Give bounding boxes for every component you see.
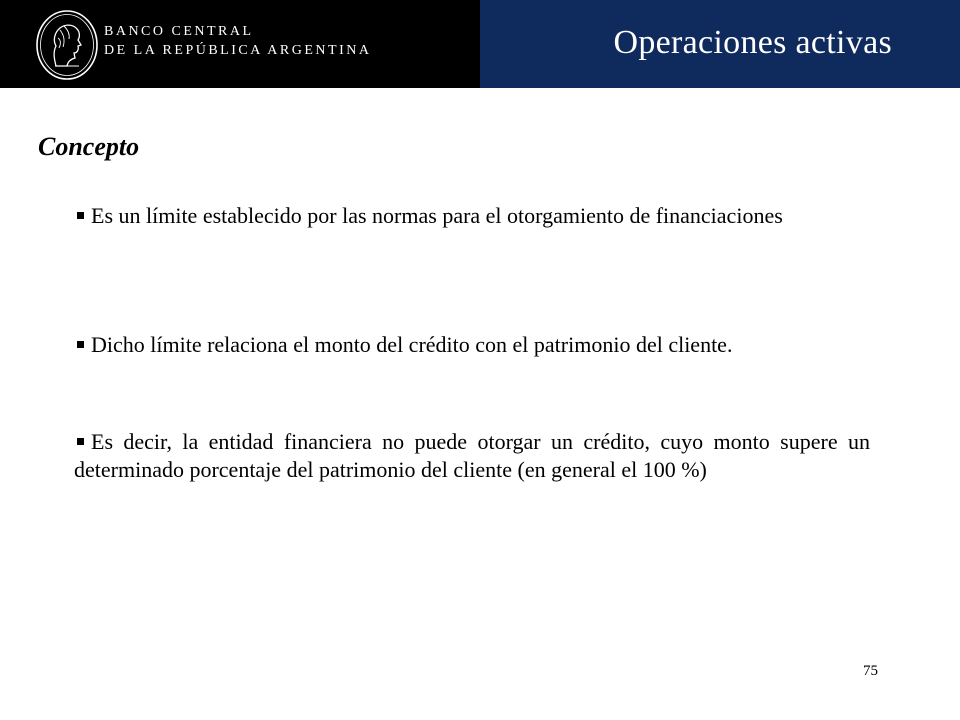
bullet-item xyxy=(74,202,870,230)
section-title: Concepto xyxy=(38,132,140,161)
page-title: Operaciones activas xyxy=(613,24,892,61)
header-bank-band xyxy=(0,0,480,88)
bullet-text: Es decir, la entidad financiera no puede otorgar un crédito, cuyo monto supere un determinado porcentaje del patrimonio del cliente (en general el 100 %) xyxy=(74,429,870,482)
profile-seal-icon xyxy=(34,8,100,82)
square-bullet-icon xyxy=(77,438,84,445)
bullet-text: Es un límite establecido por las normas para el otorgamiento de financiaciones xyxy=(91,203,783,228)
square-bullet-icon xyxy=(77,212,84,219)
bullet-item xyxy=(74,331,870,359)
bank-name-line-2: DE LA REPÚBLICA ARGENTINA xyxy=(104,43,372,58)
header-title-band xyxy=(480,0,960,88)
square-bullet-icon xyxy=(77,341,84,348)
page-number: 75 xyxy=(863,663,878,679)
bank-name-line-1: BANCO CENTRAL xyxy=(104,24,254,39)
bullet-item xyxy=(74,428,870,484)
bullet-text: Dicho límite relaciona el monto del crédito con el patrimonio del cliente. xyxy=(91,332,733,357)
